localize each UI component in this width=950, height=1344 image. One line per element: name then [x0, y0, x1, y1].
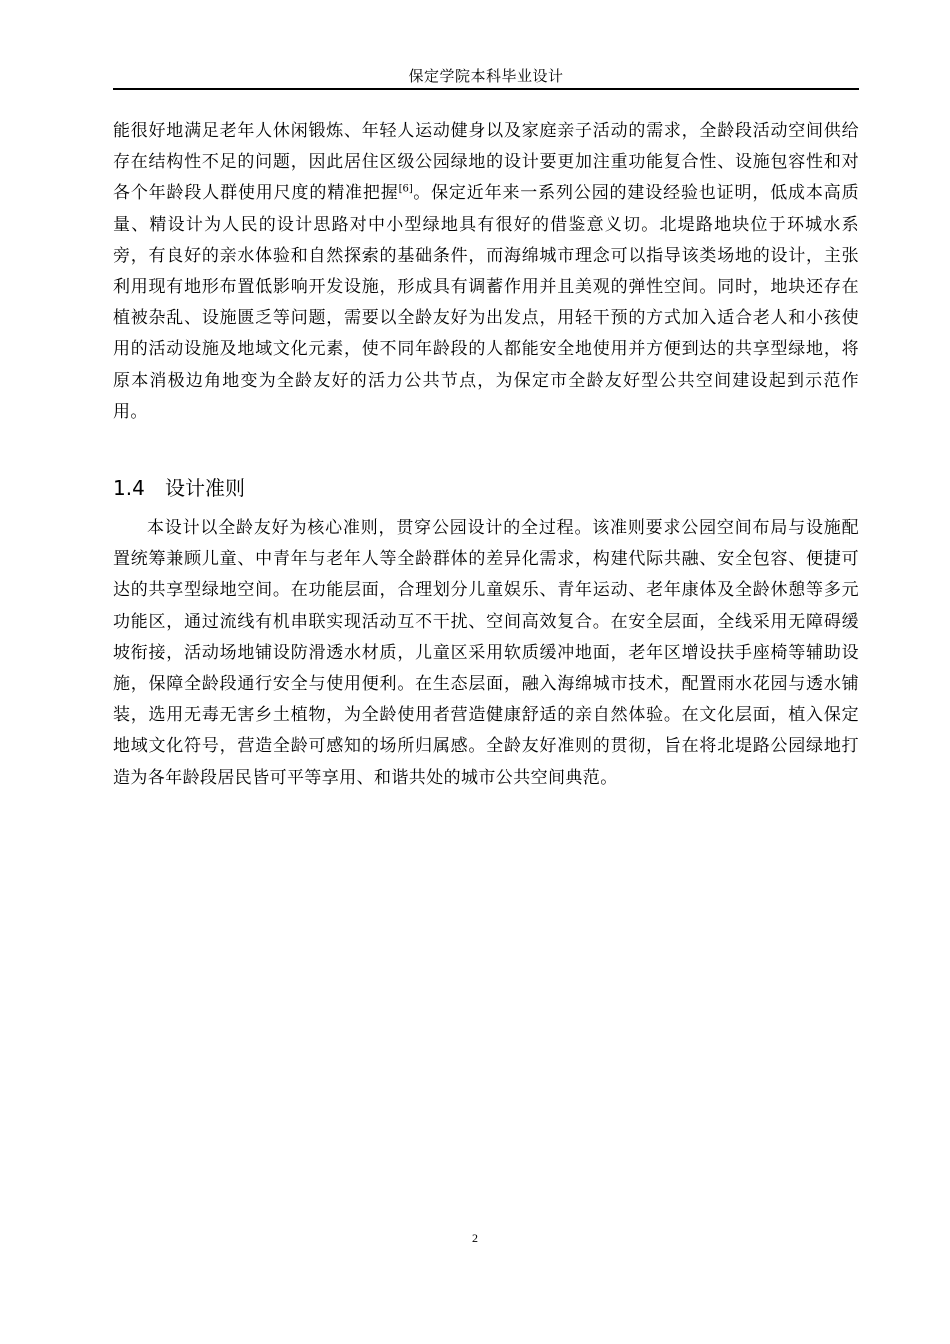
paragraph-text: 能很好地满足老年人休闲锻炼、年轻人运动健身以及家庭亲子活动的需求，全龄段活动空间供给存在结构性不足的问题，因此居住区级公园绿地的设计要更加注重功能复合性、设施包容性和对各个年龄段人群使用尺度的精准把握 — [113, 121, 859, 204]
header-divider — [113, 88, 859, 90]
body-paragraph — [113, 116, 859, 428]
page-header: 保定学院本科毕业设计 — [408, 67, 564, 85]
section-heading — [113, 473, 245, 503]
body-paragraph: 本设计以全龄友好为核心准则，贯穿公园设计的全过程。该准则要求公园空间布局与设施配置统筹兼顾儿童、中青年与老年人等全龄群体的差异化需求，构建代际共融、安全包容、便捷可达的共享型绿地空间。在功能层面，合理划分儿童娱乐、青年运动、老年康体及全龄休憩等多元功能区，通过流线有机串联实现活动互不干扰、空间高效复合。在安全层面，全线采用无障碍缓坡衔接，活动场地铺设防滑透水材质，儿童区采用软质缓冲地面，老年区增设扶手座椅等辅助设施，保障全龄段通行安全与使用便利。在生态层面，融入海绵城市技术，配置雨水花园与透水铺装，选用无毒无害乡土植物，为全龄使用者营造健康舒适的亲自然体验。在文化层面，植入保定地域文化符号，营造全龄可感知的场所归属感。全龄友好准则的贯彻，旨在将北堤路公园绿地打造为各年龄段居民皆可平等享用、和谐共处的城市公共空间典范。 — [113, 518, 859, 788]
section-number: 1.4 — [113, 476, 145, 500]
paragraph-text-continued: 。保定近年来一系列公园的建设经验也证明，低成本高质量、精设计为人民的设计思路对中小型绿地具有很好的借鉴意义切。北堤路地块位于环城水系旁，有良好的亲水体验和自然探索的基础条件，而海绵城市理念可以指导该类场地的设计，主张利用现有地形布置低影响开发设施，形成具有调蓄作用并且美观的弹性空间。同时，地块还存在植被杂乱、设施匮乏等问题，需要以全龄友好为出发点，用轻干预的方式加入适合老人和小孩使用的活动设施及地域文化元素，使不同年龄段的人都能安全地使用并方便到达的共享型绿地，将原本消极边角地变为全龄友好的活力公共节点，为保定市全龄友好型公共空间建设起到示范作用。 — [113, 183, 859, 422]
page-number: 2 — [472, 1231, 478, 1245]
section-title: 设计准则 — [165, 476, 245, 500]
citation-reference[interactable]: [6] — [398, 183, 413, 195]
